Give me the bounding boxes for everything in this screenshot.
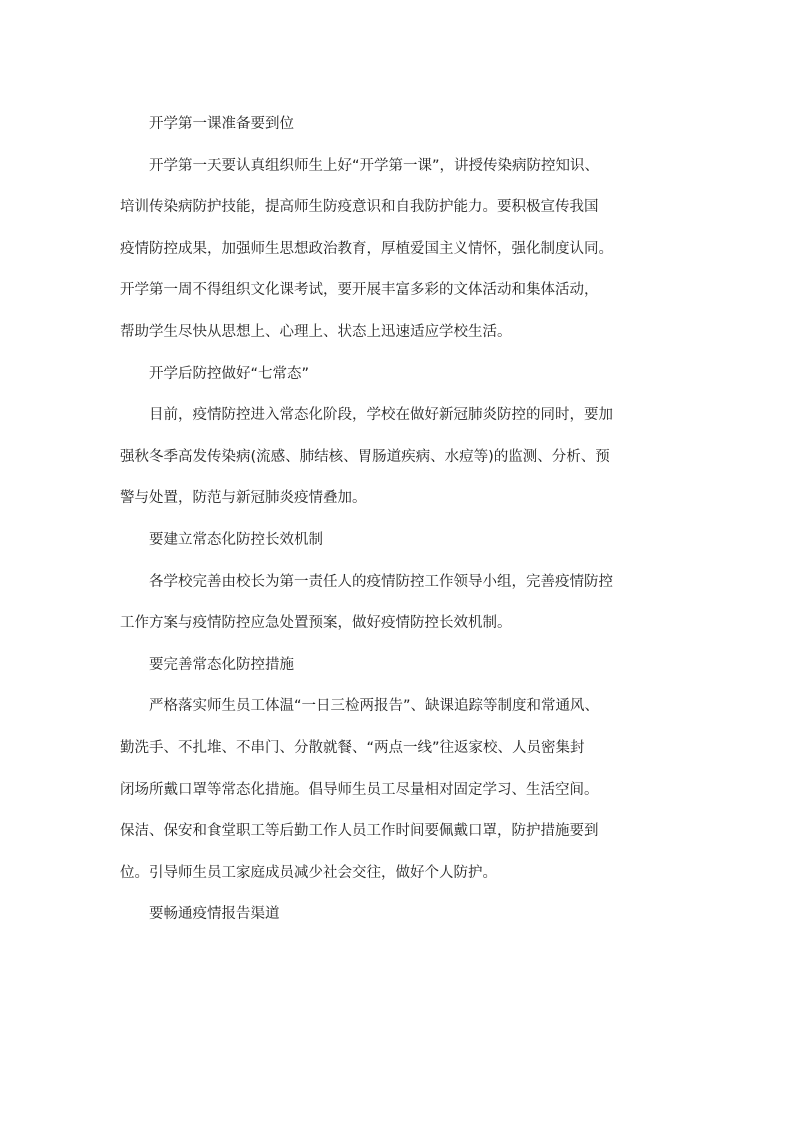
paragraph-line: 培训传染病防护技能，提高师生防疫意识和自我防护能力。要积极宣传我国 bbox=[120, 199, 599, 216]
paragraph-line: 强秋冬季高发传染病(流感、肺结核、胃肠道疾病、水痘等)的监测、分析、预 bbox=[120, 448, 610, 465]
paragraph-line: 开学第一周不得组织文化课考试，要开展丰富多彩的文体活动和集体活动， bbox=[120, 282, 599, 299]
section-heading-reporting-channel: 要畅通疫情报告渠道 bbox=[149, 906, 280, 923]
paragraph-line: 警与处置，防范与新冠肺炎疫情叠加。 bbox=[120, 490, 367, 507]
paragraph-line: 闭场所戴口罩等常态化措施。倡导师生员工尽量相对固定学习、生活空间。 bbox=[120, 781, 599, 798]
paragraph-line: 保洁、保安和食堂职工等后勤工作人员工作时间要佩戴口罩，防护措施要到 bbox=[120, 823, 599, 840]
paragraph-line: 目前，疫情防控进入常态化阶段，学校在做好新冠肺炎防控的同时，要加 bbox=[149, 407, 613, 424]
section-heading-seven-normals: 开学后防控做好“七常态” bbox=[149, 365, 310, 382]
paragraph-line: 位。引导师生员工家庭成员减少社会交往，做好个人防护。 bbox=[120, 864, 497, 881]
paragraph-line: 工作方案与疫情防控应急处置预案，做好疫情防控长效机制。 bbox=[120, 615, 512, 632]
document-body bbox=[120, 104, 656, 936]
paragraph-line: 勤洗手、不扎堆、不串门、分散就餐、“两点一线”往返家校、人员密集封 bbox=[120, 739, 585, 756]
section-heading-prevention-measures: 要完善常态化防控措施 bbox=[149, 656, 294, 673]
section-heading-long-term-mechanism: 要建立常态化防控长效机制 bbox=[149, 531, 323, 548]
paragraph-line: 各学校完善由校长为第一责任人的疫情防控工作领导小组，完善疫情防控 bbox=[149, 573, 613, 590]
paragraph-line: 严格落实师生员工体温“一日三检两报告”、缺课追踪等制度和常通风、 bbox=[149, 698, 600, 715]
section-heading-first-class: 开学第一课准备要到位 bbox=[149, 116, 294, 132]
paragraph-line: 开学第一天要认真组织师生上好“开学第一课”，讲授传染病防控知识、 bbox=[149, 157, 600, 174]
paragraph-line: 帮助学生尽快从思想上、心理上、状态上迅速适应学校生活。 bbox=[120, 323, 512, 340]
paragraph-line: 疫情防控成果，加强师生思想政治教育，厚植爱国主义情怀，强化制度认同。 bbox=[120, 240, 613, 257]
